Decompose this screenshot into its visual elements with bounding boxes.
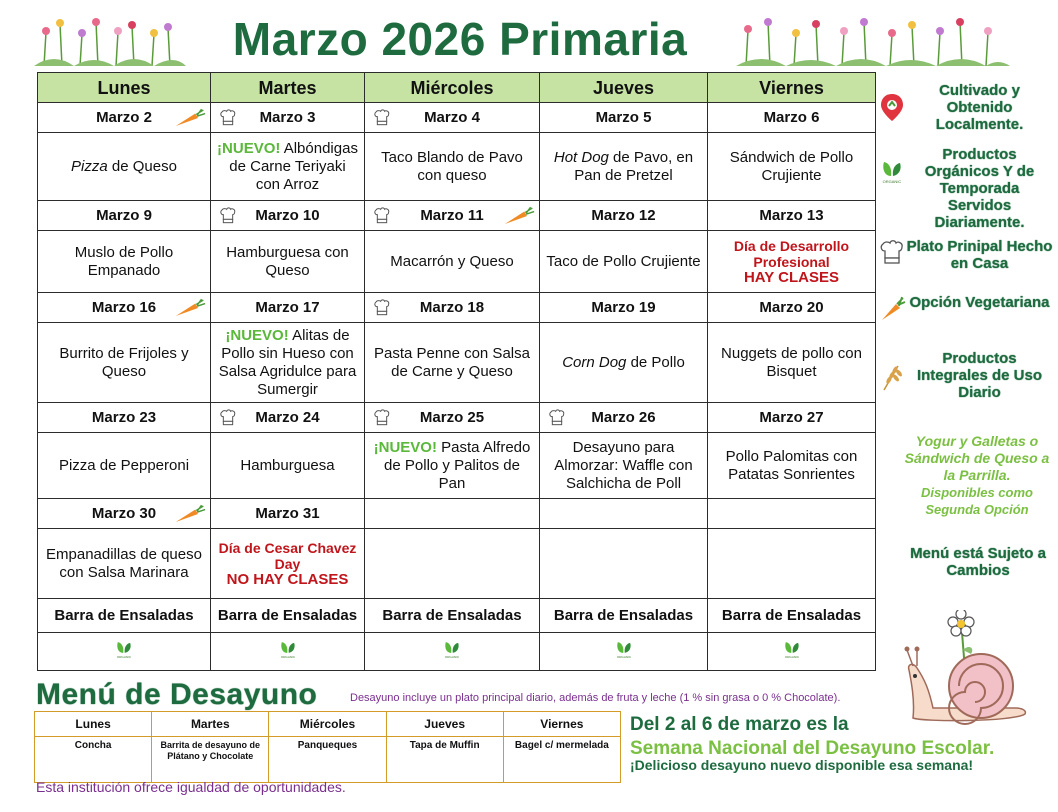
breakfast-table [34, 711, 621, 783]
organic-leaf-icon [441, 646, 463, 663]
meal-cell [38, 231, 211, 293]
organic-cell [365, 633, 540, 671]
location-pin-icon [878, 92, 906, 122]
organic-leaf-icon [613, 646, 635, 663]
breakfast-item: Barrita de desayuno de Plátano y Chocolate [152, 737, 269, 783]
alternative-option [898, 433, 1056, 518]
meal-row [38, 231, 876, 293]
day-header: Martes [211, 73, 365, 103]
carrot-icon [503, 206, 535, 226]
notice-text: Día de Cesar Chavez Day [218, 539, 357, 572]
breakfast-item: Tapa de Muffin [386, 737, 503, 783]
meal-text: Taco de Pollo Crujiente [546, 252, 701, 270]
date-cell [211, 499, 365, 529]
meal-text: Pollo Palomitas con Patatas Sonrientes [725, 447, 858, 483]
meal-row [38, 433, 876, 499]
date-cell [540, 403, 708, 433]
date-cell [365, 201, 540, 231]
meal-cell [708, 231, 876, 293]
salad-bar-cell: Barra de Ensaladas [365, 599, 540, 633]
meal-cell [540, 323, 708, 403]
lunch-calendar [37, 72, 876, 671]
date-label: Marzo 3 [259, 108, 316, 126]
meal-text: Pizza de Pepperoni [58, 456, 190, 474]
breakfast-title: Menú de Desayuno [36, 678, 318, 711]
meal-text: de Pollo [626, 353, 685, 371]
date-label: Marzo 24 [255, 408, 320, 426]
date-cell [211, 403, 365, 433]
notice-text: HAY CLASES [743, 268, 840, 286]
legend-wholegrain-text: Productos Integrales de Uso Diario [916, 350, 1043, 401]
meal-cell [211, 529, 365, 599]
meal-cell [365, 433, 540, 499]
chef-hat-icon [371, 408, 393, 428]
breakfast-item: Bagel c/ mermelada [503, 737, 620, 783]
meal-cell [365, 231, 540, 293]
chef-hat-icon [217, 206, 239, 226]
legend-homemade-text: Plato Prinipal Hecho en Casa [906, 238, 1053, 272]
organic-cell [38, 633, 211, 671]
flowers-decoration-left-icon [34, 14, 186, 66]
meal-text: Desayuno para Almorzar: Waffle con Salchicha de Poll [554, 438, 693, 492]
date-label: Marzo 26 [591, 408, 656, 426]
meal-text: Pasta Alfredo de Pollo y Palitos de Pan [384, 438, 531, 492]
breakfast-day: Jueves [386, 712, 503, 737]
svg-text:ORGANIC: ORGANIC [784, 655, 799, 659]
alternative-option-sub: Disponibles como Segunda Opción [921, 485, 1033, 517]
day-header: Viernes [708, 73, 876, 103]
breakfast-items-row [35, 737, 621, 783]
date-cell [708, 201, 876, 231]
notice-text: NO HAY CLASES [226, 570, 349, 588]
meal-text: Pizza [71, 157, 108, 175]
chef-hat-icon [878, 238, 906, 268]
meal-text: de Queso [107, 157, 177, 175]
organic-cell [540, 633, 708, 671]
salad-bar-cell: Barra de Ensaladas [708, 599, 876, 633]
meal-text: Albóndigas de Carne Teriyaki con Arroz [229, 139, 358, 193]
day-header: Miércoles [365, 73, 540, 103]
meal-cell [211, 433, 365, 499]
date-cell [708, 499, 876, 529]
date-cell [211, 201, 365, 231]
meal-cell [540, 433, 708, 499]
meal-cell [365, 529, 540, 599]
date-label: Marzo 18 [419, 298, 485, 316]
organic-cell [211, 633, 365, 671]
salad-bar-row [38, 599, 876, 633]
date-label: Marzo 30 [91, 504, 157, 522]
chef-hat-icon [371, 298, 393, 318]
meal-cell [708, 433, 876, 499]
legend-organic-text: Productos Orgánicos Y de Temporada Servidos Diariamente. [924, 146, 1035, 231]
date-label: Marzo 19 [591, 298, 656, 316]
date-row [38, 403, 876, 433]
equal-opportunity-statement: Esta institución ofrece igualdad de oportunidades. [36, 779, 346, 795]
meal-cell [540, 529, 708, 599]
date-label: Marzo 2 [96, 108, 152, 126]
date-cell [365, 403, 540, 433]
date-label: Marzo 10 [255, 206, 320, 224]
date-cell [211, 103, 365, 133]
organic-row [38, 633, 876, 671]
meal-cell [540, 231, 708, 293]
organic-leaf-icon [781, 646, 803, 663]
breakfast-note: Desayuno incluye un plato principal diario, además de fruta y leche (1 % sin grasa o 0 % Chocolate). [350, 692, 841, 704]
snail-illustration-icon [903, 610, 1031, 728]
carrot-icon [174, 504, 206, 524]
date-row [38, 201, 876, 231]
svg-text:ORGANIC: ORGANIC [882, 179, 902, 184]
subject-to-change-note: Menú está Sujeto a Cambios [910, 545, 1046, 579]
svg-text:ORGANIC: ORGANIC [116, 655, 132, 659]
date-cell [38, 293, 211, 323]
meal-cell [540, 133, 708, 201]
meal-text: Pasta Penne con Salsa de Carne y Queso [374, 344, 530, 380]
meal-cell [708, 323, 876, 403]
date-label: Marzo 31 [255, 504, 320, 522]
chef-hat-icon [217, 408, 239, 428]
svg-text:ORGANIC: ORGANIC [444, 655, 460, 659]
date-label: Marzo 13 [759, 206, 824, 224]
meal-text: Hot Dog [553, 148, 609, 166]
breakfast-header-row [35, 712, 621, 737]
national-week-line1: Del 2 al 6 de marzo es la [630, 714, 849, 735]
date-label: Marzo 17 [255, 298, 320, 316]
alternative-option-main: Yogur y Galletas o Sándwich de Queso a la Parrilla. [904, 433, 1050, 483]
meal-cell [365, 323, 540, 403]
svg-text:ORGANIC: ORGANIC [616, 655, 631, 659]
chef-hat-icon [371, 206, 393, 226]
national-week-line2: Semana Nacional del Desayuno Escolar. [630, 738, 995, 759]
date-cell [365, 103, 540, 133]
date-row [38, 103, 876, 133]
meal-cell [38, 529, 211, 599]
date-label: Marzo 12 [591, 206, 656, 224]
carrot-icon [174, 108, 206, 128]
meal-cell [211, 231, 365, 293]
date-cell [38, 103, 211, 133]
date-label: Marzo 5 [595, 108, 652, 126]
new-item-badge: ¡NUEVO! [373, 438, 437, 456]
organic-cell [708, 633, 876, 671]
date-cell [708, 403, 876, 433]
date-cell [38, 499, 211, 529]
date-row [38, 499, 876, 529]
salad-bar-cell: Barra de Ensaladas [38, 599, 211, 633]
date-label: Marzo 23 [91, 408, 157, 426]
page-title: Marzo 2026 Primaria [232, 13, 688, 65]
legend-vegetarian-text: Opción Vegetariana [909, 294, 1050, 311]
new-item-badge: ¡NUEVO! [225, 326, 289, 344]
date-label: Marzo 27 [759, 408, 824, 426]
date-cell [540, 499, 708, 529]
date-label: Marzo 4 [424, 108, 480, 126]
meal-row [38, 529, 876, 599]
meal-cell [365, 133, 540, 201]
breakfast-item: Panqueques [269, 737, 386, 783]
carrot-icon [878, 294, 906, 324]
meal-cell [38, 433, 211, 499]
meal-text: de Pavo, en Pan de Pretzel [574, 148, 694, 184]
new-item-badge: ¡NUEVO! [217, 139, 281, 157]
meal-text: Muslo de Pollo Empanado [74, 243, 174, 279]
date-cell [38, 403, 211, 433]
date-row [38, 293, 876, 323]
chef-hat-icon [217, 108, 239, 128]
meal-text: Empanadillas de queso con Salsa Marinara [46, 545, 202, 581]
meal-cell [708, 529, 876, 599]
date-cell [38, 201, 211, 231]
carrot-icon [174, 298, 206, 318]
breakfast-day: Miércoles [269, 712, 386, 737]
date-cell [540, 293, 708, 323]
legend-local-text: Cultivado y Obtenido Localmente. [935, 82, 1024, 133]
chef-hat-icon [546, 408, 568, 428]
notice-text: Día de Desarrollo Profesional [733, 237, 850, 270]
meal-cell [211, 133, 365, 201]
meal-text: Taco Blando de Pavo con queso [381, 148, 523, 184]
date-label: Marzo 16 [91, 298, 157, 316]
day-header: Jueves [540, 73, 708, 103]
organic-leaf-icon [113, 646, 135, 663]
day-header-row [38, 73, 876, 103]
national-week-line3: ¡Delicioso desayuno nuevo disponible esa semana! [630, 757, 974, 773]
meal-text: Nuggets de pollo con Bisquet [721, 344, 862, 380]
date-cell [708, 103, 876, 133]
date-label: Marzo 25 [419, 408, 485, 426]
organic-leaf-icon [277, 646, 299, 663]
day-header: Lunes [38, 73, 211, 103]
date-cell [211, 293, 365, 323]
meal-text: Hamburguesa con Queso [226, 243, 349, 279]
breakfast-day: Lunes [35, 712, 152, 737]
date-cell [365, 293, 540, 323]
meal-cell [708, 133, 876, 201]
chef-hat-icon [371, 108, 393, 128]
date-cell [540, 201, 708, 231]
meal-text: Hamburguesa [240, 456, 335, 474]
svg-text:ORGANIC: ORGANIC [280, 655, 295, 659]
date-label: Marzo 6 [763, 108, 820, 126]
meal-row [38, 133, 876, 201]
meal-cell [38, 323, 211, 403]
meal-text: Burrito de Frijoles y Queso [59, 344, 189, 380]
date-cell [365, 499, 540, 529]
salad-bar-cell: Barra de Ensaladas [211, 599, 365, 633]
date-label: Marzo 9 [96, 206, 152, 224]
date-cell [540, 103, 708, 133]
meal-text: Alitas de Pollo sin Hueso con Salsa Agridulce para Sumergir [218, 326, 357, 398]
breakfast-item: Concha [35, 737, 152, 783]
meal-text: Corn Dog [562, 353, 627, 371]
meal-text: Macarrón y Queso [390, 252, 514, 270]
wheat-icon [878, 362, 906, 392]
meal-cell [211, 323, 365, 403]
flowers-decoration-right-icon [736, 14, 1010, 66]
breakfast-day: Martes [152, 712, 269, 737]
date-label: Marzo 11 [420, 206, 484, 224]
breakfast-day: Viernes [503, 712, 620, 737]
salad-bar-cell: Barra de Ensaladas [540, 599, 708, 633]
meal-text: Sándwich de Pollo Crujiente [729, 148, 854, 184]
date-cell [708, 293, 876, 323]
meal-cell [38, 133, 211, 201]
meal-row [38, 323, 876, 403]
organic-leaf-icon [878, 156, 906, 186]
date-label: Marzo 20 [759, 298, 824, 316]
